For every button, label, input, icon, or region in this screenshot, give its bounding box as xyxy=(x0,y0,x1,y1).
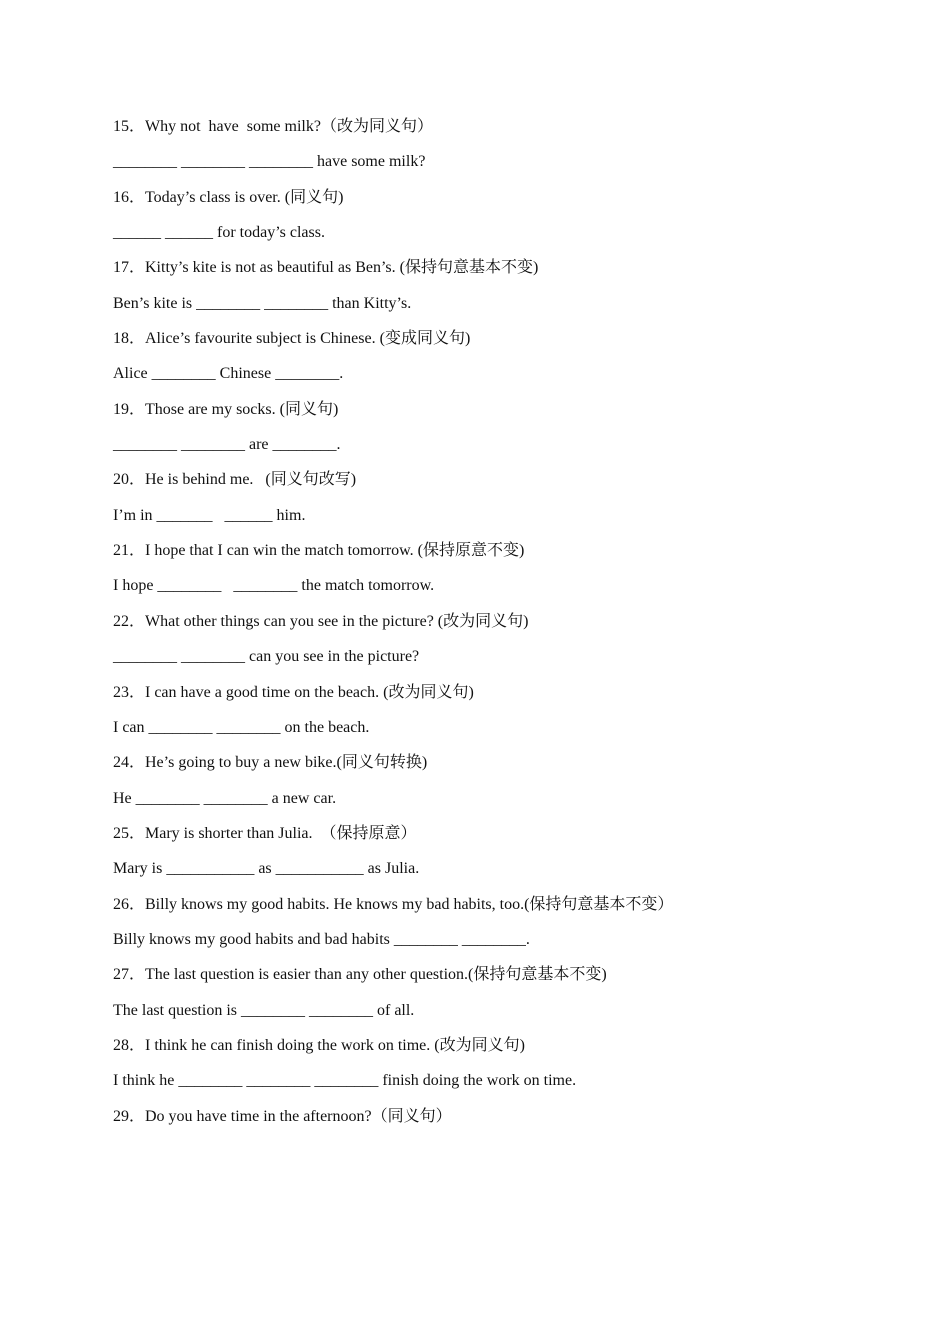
answer-21: I hope ________ ________ the match tomorrow. xyxy=(113,577,435,595)
answer-28: I think he ________ ________ ________ finish doing the work on time. xyxy=(113,1072,577,1090)
question-24: 24．He’s going to buy a new bike.(同义句转换) xyxy=(113,754,428,772)
question-22: 22．What other things can you see in the picture? (改为同义句) xyxy=(113,612,529,630)
answer-23: I can ________ ________ on the beach. xyxy=(113,718,370,736)
question-18: 18．Alice’s favourite subject is Chinese. (变成同义句) xyxy=(113,330,471,348)
question-16: 16．Today’s class is over. (同义句) xyxy=(113,188,344,206)
question-21: 21．I hope that I can win the match tomorrow. (保持原意不变) xyxy=(113,542,525,560)
answer-22: ________ ________ can you see in the picture? xyxy=(113,648,420,666)
answer-24: He ________ ________ a new car. xyxy=(113,789,337,807)
answer-25: Mary is ___________ as ___________ as Julia. xyxy=(113,860,420,878)
answer-26: Billy knows my good habits and bad habits ________ ________. xyxy=(113,930,530,948)
answer-16: ______ ______ for today’s class. xyxy=(113,224,325,242)
answer-15: ________ ________ ________ have some milk? xyxy=(113,153,426,171)
answer-18: Alice ________ Chinese ________. xyxy=(113,365,344,383)
question-20: 20．He is behind me. (同义句改写) xyxy=(113,471,357,489)
answer-20: I’m in _______ ______ him. xyxy=(113,506,306,524)
answer-17: Ben’s kite is ________ ________ than Kitty’s. xyxy=(113,294,412,312)
question-26: 26．Billy knows my good habits. He knows my bad habits, too.(保持句意基本不变） xyxy=(113,895,674,913)
exercise-list xyxy=(113,115,913,1140)
question-27: 27．The last question is easier than any other question.(保持句意基本不变) xyxy=(113,966,607,984)
answer-27: The last question is ________ ________ of all. xyxy=(113,1001,415,1019)
answer-19: ________ ________ are ________. xyxy=(113,436,341,454)
question-23: 23．I can have a good time on the beach. (改为同义句) xyxy=(113,683,474,701)
question-25: 25．Mary is shorter than Julia. （保持原意） xyxy=(113,824,417,842)
question-19: 19．Those are my socks. (同义句) xyxy=(113,400,339,418)
question-15: 15．Why not have some milk?（改为同义句） xyxy=(113,118,433,135)
question-29: 29．Do you have time in the afternoon?（同义句） xyxy=(113,1107,452,1125)
question-17: 17．Kitty’s kite is not as beautiful as Ben’s. (保持句意基本不变) xyxy=(113,259,539,277)
question-28: 28．I think he can finish doing the work on time. (改为同义句) xyxy=(113,1036,525,1054)
